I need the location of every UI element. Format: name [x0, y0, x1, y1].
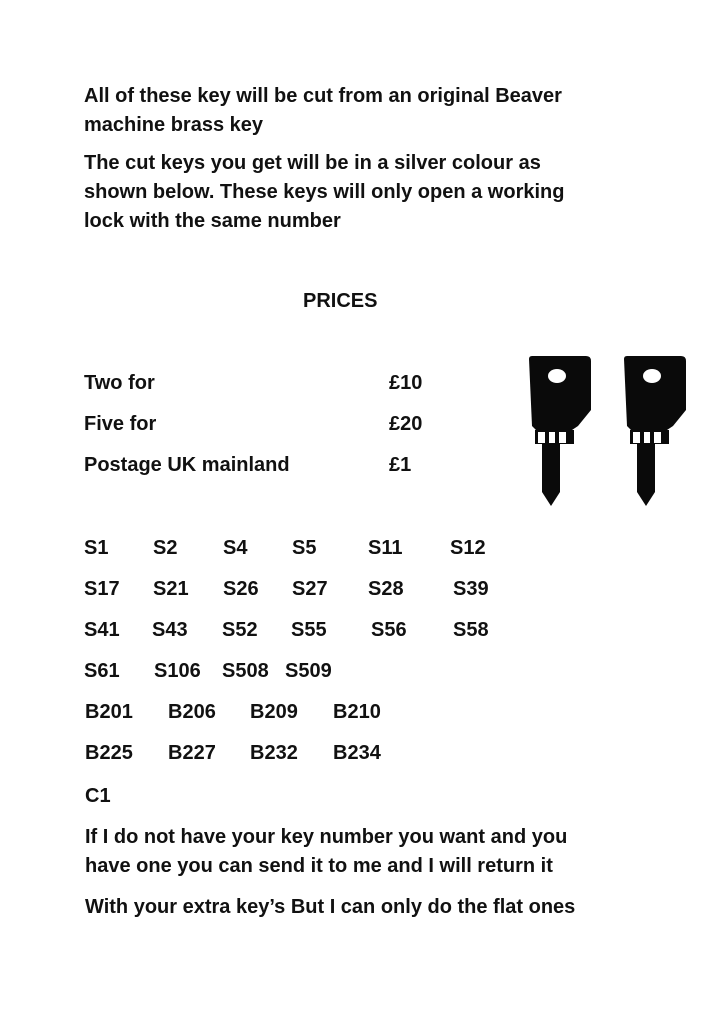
key-code-row	[84, 537, 544, 565]
key-code: B209	[250, 701, 298, 723]
key-code: S39	[453, 578, 489, 600]
key-code: S28	[368, 578, 404, 600]
key-code: S4	[223, 537, 248, 559]
key-code-row	[84, 660, 544, 688]
key-code: B234	[333, 742, 381, 764]
key-code: B232	[250, 742, 298, 764]
price-value: £10	[389, 372, 423, 394]
key-code: S55	[291, 619, 327, 641]
key-code: S52	[222, 619, 258, 641]
key-code: S11	[368, 537, 403, 559]
key-code: S12	[450, 537, 486, 559]
key-code: C1	[85, 785, 111, 807]
price-row	[84, 413, 444, 441]
key-code: B206	[168, 701, 216, 723]
price-value: £1	[389, 454, 412, 476]
intro-line: machine brass key	[84, 114, 263, 136]
key-code: S58	[453, 619, 489, 641]
price-row	[84, 372, 444, 400]
key-code: S5	[292, 537, 317, 559]
intro-line: All of these key will be cut from an original Beaver	[84, 85, 562, 107]
price-value: £20	[389, 413, 423, 435]
footer-line: have one you can send it to me and I will return it	[85, 855, 553, 877]
price-label: Two for	[84, 372, 155, 394]
key-code-row	[84, 742, 544, 770]
key-code: B210	[333, 701, 381, 723]
key-code: S26	[223, 578, 259, 600]
key-icon	[520, 352, 695, 512]
intro-line: The cut keys you get will be in a silver colour as	[84, 152, 541, 174]
key-code: S41	[84, 619, 120, 641]
key-code: S61	[84, 660, 120, 682]
intro-line: shown below. These keys will only open a working	[84, 181, 565, 203]
price-label: Five for	[84, 413, 157, 435]
price-row	[84, 454, 444, 482]
keys-image	[520, 352, 695, 512]
key-code: S2	[153, 537, 178, 559]
key-code: B201	[85, 701, 133, 723]
key-code: S508	[222, 660, 269, 682]
key-code: S17	[84, 578, 120, 600]
prices-title: PRICES	[303, 290, 378, 312]
key-code: B225	[85, 742, 133, 764]
key-code: S21	[153, 578, 189, 600]
key-code-row	[84, 701, 544, 729]
key-code-row	[84, 578, 544, 606]
price-label: Postage UK mainland	[84, 454, 290, 476]
key-code: S56	[371, 619, 407, 641]
key-code: S27	[292, 578, 328, 600]
key-code-row	[84, 619, 544, 647]
key-code: S1	[84, 537, 109, 559]
key-code: B227	[168, 742, 216, 764]
footer-line: If I do not have your key number you want and you	[85, 826, 568, 848]
intro-line: lock with the same number	[84, 210, 341, 232]
key-code: S43	[152, 619, 188, 641]
footer-line: With your extra key’s But I can only do the flat ones	[85, 896, 576, 918]
key-code: S509	[285, 660, 332, 682]
key-code: S106	[154, 660, 201, 682]
key-code-row	[84, 785, 544, 813]
